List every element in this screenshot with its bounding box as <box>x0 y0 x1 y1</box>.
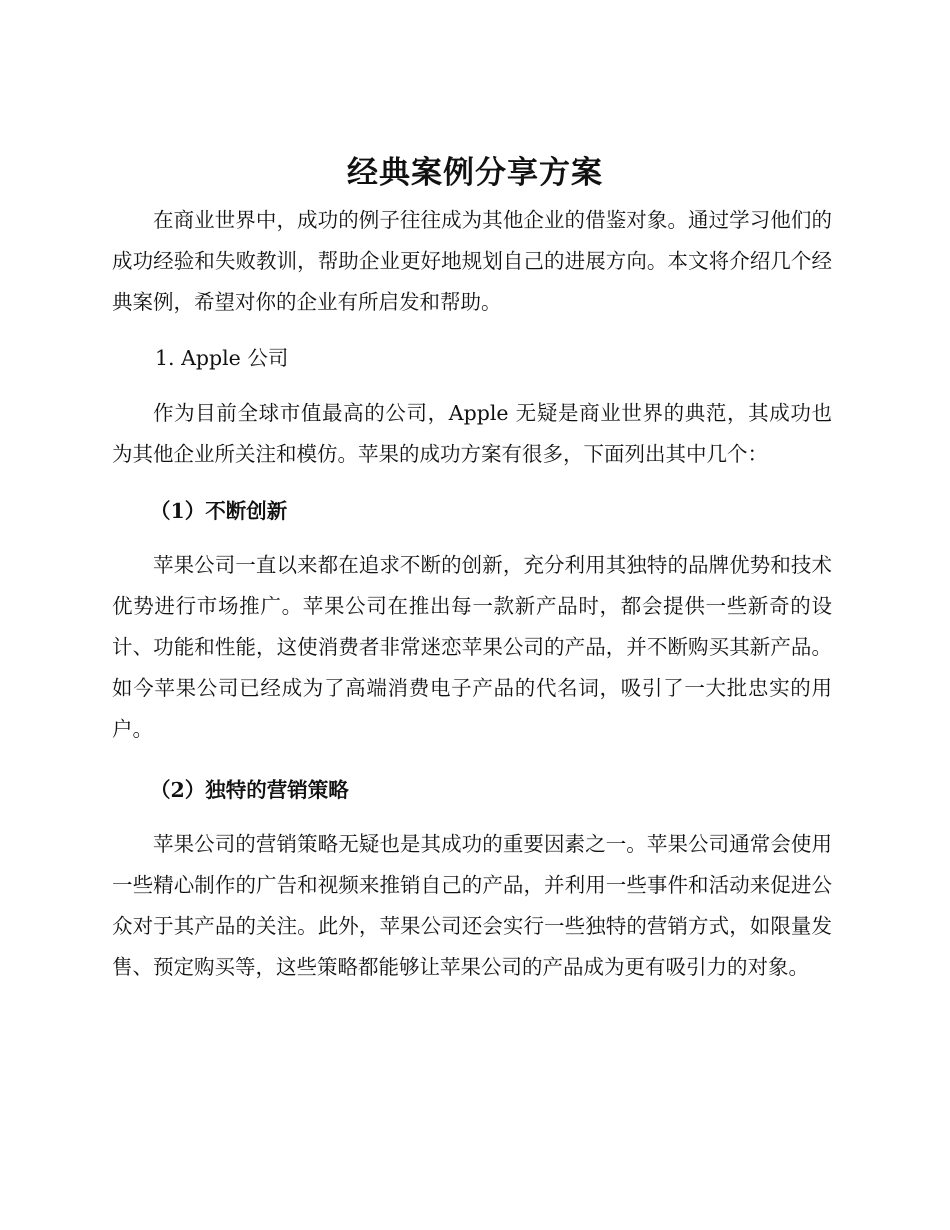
innovation-paragraph: 苹果公司一直以来都在追求不断的创新，充分利用其独特的品牌优势和技术优势进行市场推广。苹果公司在推出每一款新产品时，都会提供一些新奇的设计、功能和性能，这使消费者非常迷恋苹果公司的产品，并不断购买其新产品。如今苹果公司已经成为了高端消费电子产品的代名词，吸引了一大批忠实的用户。 <box>112 553 832 741</box>
marketing-paragraph: 苹果公司的营销策略无疑也是其成功的重要因素之一。苹果公司通常会使用一些精心制作的广告和视频来推销自己的产品，并利用一些事件和活动来促进公众对于其产品的关注。此外，苹果公司还会实行一些独特的营销方式，如限量发售、预定购买等，这些策略都能够让苹果公司的产品成为更有吸引力的对象。 <box>112 832 832 979</box>
section-apple-paragraph: 作为目前全球市值最高的公司，Apple 无疑是商业世界的典范，其成功也为其他企业所关注和模仿。苹果的成功方案有很多，下面列出其中几个： <box>112 401 832 466</box>
document-title: 经典案例分享方案 <box>347 155 603 191</box>
section-heading-apple: 1. Apple 公司 <box>155 346 289 370</box>
subheading-marketing: （2）独特的营销策略 <box>150 778 349 802</box>
subheading-innovation: （1）不断创新 <box>150 499 288 523</box>
intro-paragraph: 在商业世界中，成功的例子往往成为其他企业的借鉴对象。通过学习他们的成功经验和失败教训，帮助企业更好地规划自己的进展方向。本文将介绍几个经典案例，希望对你的企业有所启发和帮助。 <box>112 208 832 314</box>
